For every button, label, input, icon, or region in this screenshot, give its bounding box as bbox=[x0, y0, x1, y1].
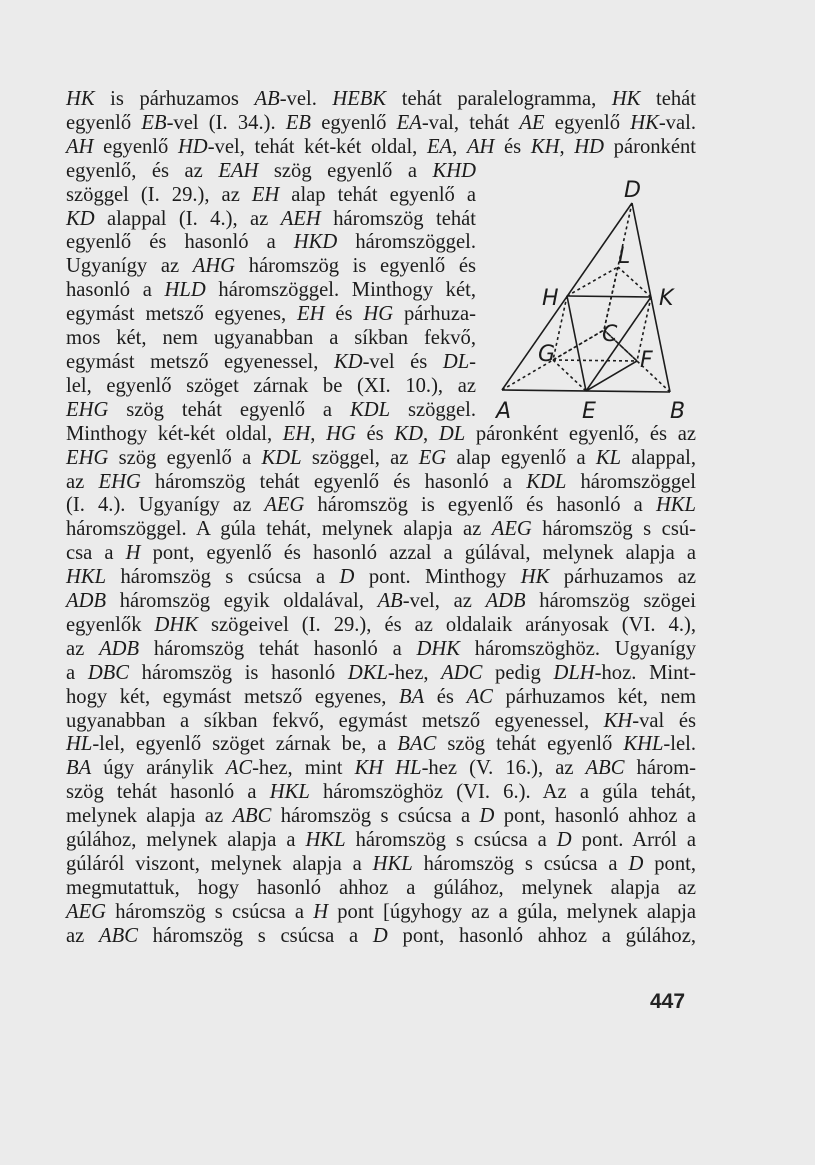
italic-label: EH bbox=[251, 183, 280, 206]
text-run: háromszög s csúcsa a bbox=[106, 566, 340, 589]
italic-label: EG bbox=[418, 446, 447, 469]
text-line bbox=[66, 399, 476, 423]
italic-label: ABC bbox=[585, 757, 625, 780]
italic-label: HKL bbox=[66, 566, 107, 589]
text-line bbox=[66, 184, 476, 208]
italic-label: AEG bbox=[264, 494, 305, 517]
italic-label: DL bbox=[438, 422, 466, 445]
text-run: háromszög tehát hasonló a bbox=[139, 637, 417, 660]
text-run: háromszög is egyenlő és hasonló a bbox=[304, 494, 656, 517]
edge-HL bbox=[567, 267, 618, 296]
text-run: -val és bbox=[632, 709, 696, 732]
label-D: D bbox=[624, 178, 641, 203]
label-E: E bbox=[582, 399, 596, 424]
italic-label: EAH bbox=[218, 159, 259, 182]
italic-label: DHK bbox=[416, 637, 461, 660]
text-run: mos két, nem ugyanabban a síkban fekvő, bbox=[66, 327, 476, 350]
text-line bbox=[66, 160, 476, 184]
label-K: K bbox=[659, 286, 674, 311]
text-run: háromszög s csú- bbox=[531, 518, 696, 541]
text-run: -hez, bbox=[387, 661, 442, 684]
text-run: egyenlő bbox=[93, 135, 178, 158]
italic-label: KH bbox=[603, 709, 633, 732]
text-run: pont, bbox=[643, 853, 696, 875]
text-run: és bbox=[424, 685, 467, 708]
text-line bbox=[66, 494, 696, 518]
text-line bbox=[66, 112, 696, 136]
italic-label: HK bbox=[520, 566, 550, 589]
italic-label: ABC bbox=[99, 924, 138, 947]
text-run: , bbox=[559, 135, 575, 158]
text-run: -vel és bbox=[362, 350, 443, 373]
italic-label: KDL bbox=[261, 446, 302, 469]
text-run: csa a bbox=[66, 542, 126, 565]
text-run: pont, egyenlő és hasonló azzal a gúlával, melynek alapja a bbox=[140, 542, 696, 565]
text-line bbox=[66, 351, 476, 375]
text-run: -val. bbox=[658, 111, 696, 134]
text-run: háromszög s csúcsa a bbox=[137, 924, 373, 947]
text-run: -hez, mint bbox=[252, 757, 355, 780]
italic-label: AH bbox=[66, 135, 94, 158]
text-line bbox=[66, 829, 696, 853]
text-run: háromszöggel. A gúla tehát, melynek alapja az bbox=[66, 518, 492, 541]
italic-label: HK bbox=[611, 88, 641, 110]
italic-label: KH bbox=[530, 135, 560, 158]
text-line bbox=[66, 925, 696, 949]
text-run: , bbox=[452, 135, 467, 158]
text-line bbox=[66, 614, 696, 638]
text-run bbox=[383, 757, 395, 779]
text-run: -lel, egyenlő szöget zárnak be, a bbox=[92, 733, 398, 756]
text-run: és bbox=[494, 135, 531, 158]
text-run: szög tehát egyenlő a bbox=[108, 398, 350, 421]
italic-label: D bbox=[628, 853, 644, 875]
italic-label: EB bbox=[285, 111, 312, 134]
italic-label: HD bbox=[177, 135, 208, 158]
label-G: G bbox=[538, 342, 556, 367]
italic-label: ADB bbox=[485, 590, 526, 613]
text-run: háromszög s csúcsa a bbox=[412, 853, 629, 875]
text-run: háromszög is egyenlő és bbox=[235, 255, 476, 278]
text-line bbox=[66, 590, 696, 614]
italic-label: AH bbox=[466, 135, 495, 158]
text-line bbox=[66, 88, 696, 112]
italic-label: HL bbox=[66, 733, 93, 756]
text-line bbox=[66, 853, 696, 877]
text-run: hasonló a bbox=[66, 279, 165, 302]
italic-label: KD bbox=[66, 207, 95, 230]
italic-label: AB bbox=[254, 88, 280, 110]
text-run: , bbox=[422, 422, 439, 445]
italic-label: KHL bbox=[623, 733, 664, 756]
text-line bbox=[66, 208, 476, 232]
text-line bbox=[66, 136, 696, 160]
italic-label: D bbox=[339, 566, 355, 589]
italic-label: AB bbox=[377, 590, 403, 613]
italic-label: AE bbox=[519, 111, 545, 134]
text-run: párhuza- bbox=[393, 303, 476, 326]
text-run: -val, tehát bbox=[421, 111, 520, 134]
text-line bbox=[66, 566, 696, 590]
text-run: az bbox=[66, 637, 100, 660]
italic-label: KL bbox=[595, 446, 622, 469]
text-run: melynek alapja az bbox=[66, 805, 233, 828]
text-run: páronként bbox=[604, 135, 696, 158]
text-run: páronként egyenlő, és az bbox=[465, 422, 697, 445]
italic-label: DHK bbox=[154, 613, 198, 636]
edge-HK bbox=[567, 296, 651, 297]
italic-label: HLD bbox=[164, 279, 206, 302]
text-run: -vel (I. 34.). bbox=[166, 111, 286, 134]
text-run: -vel. bbox=[279, 88, 333, 110]
text-run: -hez (V. 16.), az bbox=[421, 757, 586, 780]
text-line bbox=[66, 733, 696, 757]
text-run: megmutattuk, hogy hasonló ahhoz a gúlához, melynek alapja az bbox=[66, 876, 696, 899]
text-line bbox=[66, 279, 476, 303]
text-run: szöggel. bbox=[390, 398, 476, 421]
text-run: egyenlő és hasonló a bbox=[66, 231, 294, 254]
label-L: L bbox=[618, 244, 631, 269]
text-run: pont, hasonló ahhoz a bbox=[494, 805, 696, 828]
text-run: gúláról viszont, melynek alapja a bbox=[66, 853, 373, 875]
text-run: szög egyenlő a bbox=[258, 159, 433, 182]
italic-label: HG bbox=[363, 303, 394, 326]
text-line bbox=[66, 542, 696, 566]
italic-label: AEG bbox=[66, 900, 107, 923]
text-run: (I. 4.). Ugyanígy az bbox=[66, 494, 265, 517]
text-run: párhuzamos két, nem bbox=[492, 685, 696, 708]
text-line bbox=[66, 686, 696, 710]
text-line bbox=[66, 757, 696, 781]
italic-label: KD bbox=[333, 350, 363, 373]
italic-label: D bbox=[556, 829, 572, 852]
text-run: -hoz. Mint- bbox=[594, 661, 696, 684]
italic-label: EA bbox=[426, 135, 453, 158]
italic-label: HD bbox=[574, 135, 604, 158]
text-run: szög tehát egyenlő bbox=[436, 733, 624, 756]
text-line bbox=[66, 327, 476, 351]
text-run: tehát bbox=[640, 88, 696, 110]
text-run: Ugyanígy az bbox=[66, 255, 193, 278]
text-run: háromszög szögei bbox=[525, 590, 696, 613]
italic-label: EA bbox=[396, 111, 422, 134]
italic-label: KHD bbox=[432, 159, 476, 182]
text-run: az bbox=[66, 470, 99, 493]
text-run: szögeivel (I. 29.), és az oldalaik arányosak (VI. 4.), bbox=[198, 613, 696, 636]
text-run: pont. Minthogy bbox=[354, 566, 521, 589]
italic-label: KDL bbox=[526, 470, 567, 493]
text-run: alappal (I. 4.), az bbox=[94, 207, 281, 230]
italic-label: ABC bbox=[232, 805, 272, 828]
italic-label: HG bbox=[326, 422, 356, 445]
italic-label: AHG bbox=[192, 255, 236, 278]
italic-label: HKL bbox=[372, 853, 413, 875]
text-run: - bbox=[469, 350, 477, 373]
text-line bbox=[66, 303, 476, 327]
text-run: lel, egyenlő szöget zárnak be (XI. 10.), az bbox=[66, 374, 476, 397]
italic-label: D bbox=[372, 924, 388, 947]
italic-label: HL bbox=[395, 757, 422, 780]
text-run: háromszög tehát bbox=[320, 207, 476, 230]
pyramid-diagram bbox=[492, 175, 702, 424]
italic-label: EHG bbox=[66, 446, 109, 469]
italic-label: KD bbox=[394, 422, 423, 445]
text-run: párhuzamos az bbox=[549, 566, 697, 589]
italic-label: BAC bbox=[397, 733, 437, 756]
text-run: háromszöghöz (VI. 6.). Az a gúla tehát, bbox=[309, 781, 696, 804]
text-run: tehát paralelogramma, bbox=[386, 88, 612, 110]
text-run: háromszög s csúcsa a bbox=[106, 900, 314, 923]
italic-label: EHG bbox=[98, 470, 141, 493]
text-run: háromszög egyik oldalával, bbox=[106, 590, 378, 613]
label-C: C bbox=[602, 322, 618, 347]
italic-label: BA bbox=[66, 757, 92, 780]
italic-label: KH bbox=[354, 757, 384, 780]
text-run: háromszöggel bbox=[566, 470, 697, 493]
label-F: F bbox=[640, 348, 653, 373]
text-line bbox=[66, 781, 696, 805]
italic-label: DKL bbox=[347, 661, 388, 684]
edge-EF bbox=[586, 361, 637, 391]
text-line bbox=[66, 447, 696, 471]
text-run: ugyanabban a síkban fekvő, egymást metsző egyenessel, bbox=[66, 709, 604, 732]
text-run: gúlához, melynek alapja a bbox=[66, 829, 306, 852]
text-run: az bbox=[66, 924, 100, 947]
italic-label: HKD bbox=[293, 231, 338, 254]
text-run: alap tehát egyenlő a bbox=[279, 183, 476, 206]
italic-label: D bbox=[479, 805, 495, 828]
text-run: alappal, bbox=[621, 446, 696, 469]
text-run: -vel, az bbox=[402, 590, 486, 613]
label-A: A bbox=[496, 399, 512, 424]
text-run: egymást metsző egyenes, bbox=[66, 303, 298, 326]
italic-label: HEBK bbox=[332, 88, 387, 110]
text-run: szöggel (I. 29.), az bbox=[66, 183, 252, 206]
text-run: úgy aránylik bbox=[91, 757, 226, 780]
text-line bbox=[66, 471, 696, 495]
text-run: pont [úgyhogy az a gúla, melynek alapja bbox=[328, 900, 696, 923]
italic-label: KDL bbox=[349, 398, 391, 421]
text-run: egyenlő bbox=[66, 111, 142, 134]
italic-label: DBC bbox=[87, 661, 129, 684]
italic-label: ADB bbox=[66, 590, 107, 613]
text-run: , bbox=[310, 422, 327, 445]
italic-label: EHG bbox=[66, 398, 109, 421]
text-line bbox=[66, 901, 696, 925]
edge-HE bbox=[567, 296, 586, 391]
italic-label: ADC bbox=[441, 661, 483, 684]
text-run: -lel. bbox=[663, 733, 696, 756]
text-run: szög tehát hasonló a bbox=[66, 781, 270, 804]
text-line bbox=[66, 255, 476, 279]
italic-label: BA bbox=[399, 685, 425, 708]
italic-label: HKL bbox=[655, 494, 696, 517]
text-run: egyenlő, és az bbox=[66, 159, 219, 182]
italic-label: ADB bbox=[99, 637, 140, 660]
text-run: a bbox=[66, 661, 88, 684]
italic-label: EB bbox=[141, 111, 167, 134]
edge-LC bbox=[604, 267, 618, 330]
text-run: háromszöghöz. Ugyanígy bbox=[460, 637, 697, 660]
text-run: is párhuzamos bbox=[94, 88, 255, 110]
page-number: 447 bbox=[650, 990, 686, 1013]
text-line bbox=[66, 805, 696, 829]
text-run: háromszög s csúcsa a bbox=[345, 829, 557, 852]
italic-label: HKL bbox=[269, 781, 310, 804]
italic-label: AC bbox=[466, 685, 493, 708]
text-line bbox=[66, 877, 696, 901]
edge-GF bbox=[553, 360, 637, 361]
label-B: B bbox=[670, 399, 686, 424]
text-run: pont. Arról a bbox=[571, 829, 696, 852]
text-run: egyenlő bbox=[544, 111, 631, 134]
text-run: és bbox=[355, 422, 395, 445]
text-run: -vel, tehát két-két oldal, bbox=[207, 135, 427, 158]
italic-label: DLH bbox=[553, 661, 595, 684]
italic-label: AEG bbox=[491, 518, 532, 541]
text-run: egyenlők bbox=[66, 613, 155, 636]
text-run: pont, hasonló ahhoz a gúlához, bbox=[387, 924, 696, 947]
italic-label: H bbox=[125, 542, 141, 565]
text-run: alap egyenlő a bbox=[446, 446, 596, 469]
text-run: egyenlő bbox=[311, 111, 397, 134]
italic-label: AEH bbox=[280, 207, 321, 230]
text-run: szög egyenlő a bbox=[108, 446, 262, 469]
text-run: Minthogy két-két oldal, bbox=[66, 422, 283, 445]
text-line bbox=[66, 231, 476, 255]
italic-label: HK bbox=[630, 111, 659, 134]
text-run: háromszöggel. Minthogy két, bbox=[205, 279, 476, 302]
text-run: három- bbox=[624, 757, 696, 780]
text-run: háromszög is hasonló bbox=[129, 661, 348, 684]
italic-label: HKL bbox=[305, 829, 346, 852]
text-run: hogy két, egymást metsző egyenes, bbox=[66, 685, 399, 708]
italic-label: HK bbox=[66, 88, 95, 110]
text-line bbox=[66, 710, 696, 734]
text-run: pedig bbox=[482, 661, 554, 684]
text-line bbox=[66, 638, 696, 662]
pyramid-figure bbox=[492, 175, 702, 424]
text-run: és bbox=[324, 303, 364, 326]
text-line bbox=[66, 423, 696, 447]
italic-label: AC bbox=[225, 757, 253, 780]
text-run: háromszög s csúcsa a bbox=[271, 805, 480, 828]
italic-label: H bbox=[313, 900, 329, 923]
text-run: háromszöggel. bbox=[337, 231, 476, 254]
text-line bbox=[66, 662, 696, 686]
text-line bbox=[66, 375, 476, 399]
italic-label: EH bbox=[282, 422, 311, 445]
text-run: szöggel, az bbox=[301, 446, 419, 469]
italic-label: EH bbox=[297, 303, 325, 326]
text-run: háromszög tehát egyenlő és hasonló a bbox=[140, 470, 527, 493]
text-run: egymást metsző egyenessel, bbox=[66, 350, 334, 373]
text-line bbox=[66, 518, 696, 542]
italic-label: DL bbox=[442, 350, 470, 373]
label-H: H bbox=[542, 286, 559, 311]
